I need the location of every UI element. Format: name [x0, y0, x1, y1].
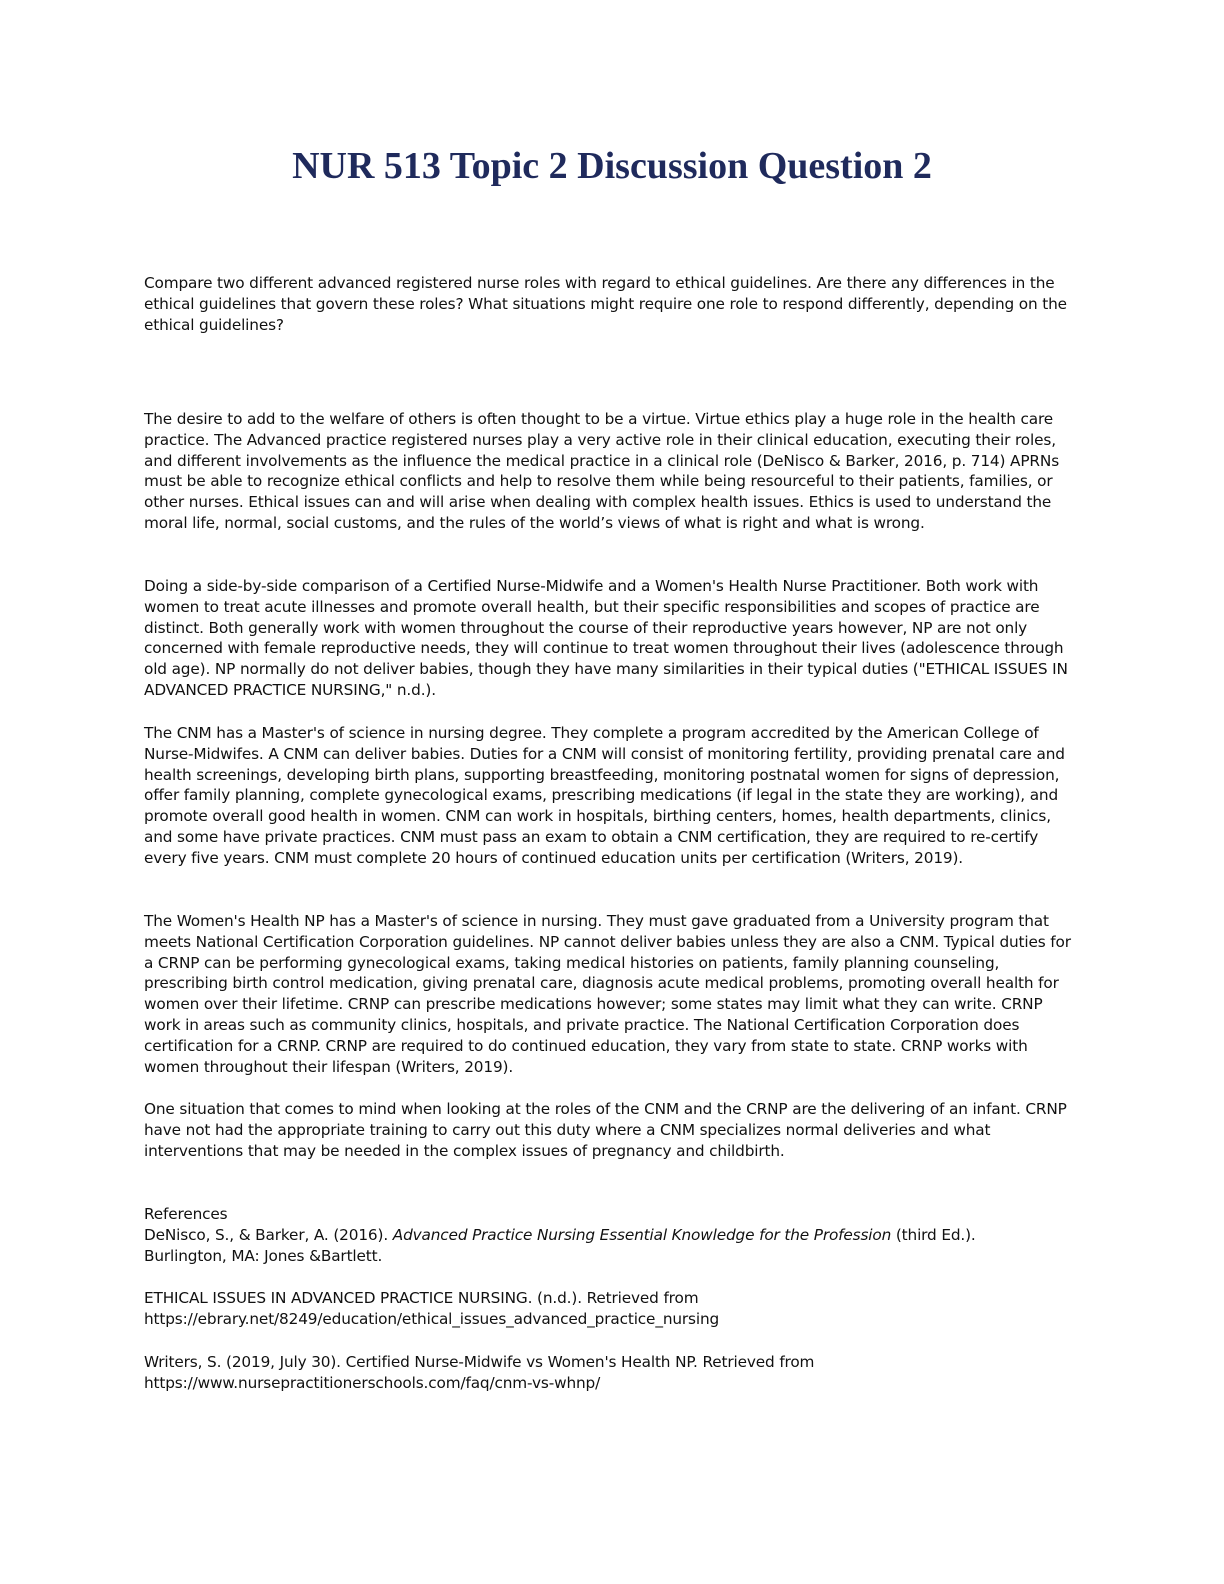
paragraph-whnp	[144, 911, 1074, 1077]
paragraph-situation	[144, 1099, 1074, 1161]
reference-authors: DeNisco, S., & Barker, A. (2016).	[144, 1225, 393, 1244]
reference-url: https://www.nursepractitionerschools.com/faq/cnm-vs-whnp/	[144, 1373, 601, 1392]
reference-url: https://ebrary.net/8249/education/ethical_issues_advanced_practice_nursing	[144, 1310, 720, 1329]
reference-book-title: Advanced Practice Nursing Essential Knowledge for the Profession	[392, 1225, 892, 1244]
reference-ethical-issues: ETHICAL ISSUES IN ADVANCED PRACTICE NURSING. (n.d.). Retrieved from	[144, 1289, 699, 1308]
paragraph-text: Doing a side-by-side comparison of a Certified Nurse-Midwife and a Women's Health Nurse Practitioner. Both work with women to treat acute illnesses and promote overall health, but their specific responsibilities and scopes of practice are distinct. Both generally work with women throughout the course of their reproductive years however, NP are not only concerned with female reproductive needs, they will continue to treat women throughout their lives (adolescence through old age). NP normally do not deliver babies, though they have many similarities in their typical duties ("ETHICAL ISSUES IN ADVANCED PRACTICE NURSING," n.d.).	[144, 577, 1068, 699]
paragraph-text: The CNM has a Master's of science in nursing degree. They complete a program accredited by the American College of Nurse-Midwifes. A CNM can deliver babies. Duties for a CNM will consist of monitoring fertility, providing prenatal care and health screenings, developing birth plans, supporting breastfeeding, monitoring postnatal women for signs of depression, offer family planning, complete gynecological exams, prescribing medications (if legal in the state they are working), and promote overall good health in women. CNM can work in hospitals, birthing centers, homes, health departments, clinics, and some have private practices. CNM must pass an exam to obtain a CNM certification, they are required to re-certify every five years. CNM must complete 20 hours of continued education units per certification (Writers, 2019).	[144, 724, 1065, 867]
references-heading: References	[144, 1205, 228, 1223]
spacer	[144, 1266, 1074, 1288]
discussion-prompt	[144, 273, 1074, 335]
paragraph-cnm	[144, 723, 1074, 869]
reference-publisher: Burlington, MA: Jones &Bartlett.	[144, 1246, 383, 1265]
paragraph-text: The Women's Health NP has a Master's of science in nursing. They must gave graduated from a University program that meets National Certification Corporation guidelines. NP cannot deliver babies unless they are also a CNM. Typical duties for a CRNP can be performing gynecological exams, taking medical histories on patients, family planning counseling, prescribing birth control medication, giving prenatal care, diagnosis acute medical problems, promoting overall health for women over their lifetime. CRNP can prescribe medications however; some states may limit what they can write. CRNP work in areas such as community clinics, hospitals, and private practice. The National Certification Corporation does certification for a CRNP. CRNP are required to do continued education, they vary from state to state. CRNP works with women throughout their lifespan (Writers, 2019).	[144, 912, 1071, 1076]
references-section	[144, 1204, 1074, 1394]
reference-writers: Writers, S. (2019, July 30). Certified Nurse-Midwife vs Women's Health NP. Retrieved from	[144, 1352, 815, 1371]
paragraph-comparison	[144, 576, 1074, 701]
reference-edition: (third Ed.).	[891, 1225, 976, 1244]
spacer	[144, 1330, 1074, 1352]
reference-denisco	[144, 1225, 1074, 1246]
paragraph-text: One situation that comes to mind when looking at the roles of the CNM and the CRNP are the delivering of an infant. CRNP have not had the appropriate training to carry out this duty where a CNM specializes normal deliveries and what interventions that may be needed in the complex issues of pregnancy and childbirth.	[144, 1100, 1067, 1160]
paragraph-virtue-ethics	[144, 409, 1074, 534]
page-title: NUR 513 Topic 2 Discussion Question 2	[292, 145, 932, 187]
prompt-text: Compare two different advanced registered nurse roles with regard to ethical guidelines. Are there any differences in the ethical guidelines that govern these roles? What situations might require one role to respond differently, depending on the ethical guidelines?	[144, 274, 1067, 334]
paragraph-text: The desire to add to the welfare of others is often thought to be a virtue. Virtue ethics play a huge role in the health care practice. The Advanced practice registered nurses play a very active role in their clinical education, executing their roles, and different involvements as the influence the medical practice in a clinical role (DeNisco & Barker, 2016, p. 714) APRNs must be able to recognize ethical conflicts and help to resolve them while being resourceful to their patients, families, or other nurses. Ethical issues can and will arise when dealing with complex health issues. Ethics is used to understand the moral life, normal, social customs, and the rules of the world’s views of what is right and what is wrong.	[144, 410, 1060, 532]
